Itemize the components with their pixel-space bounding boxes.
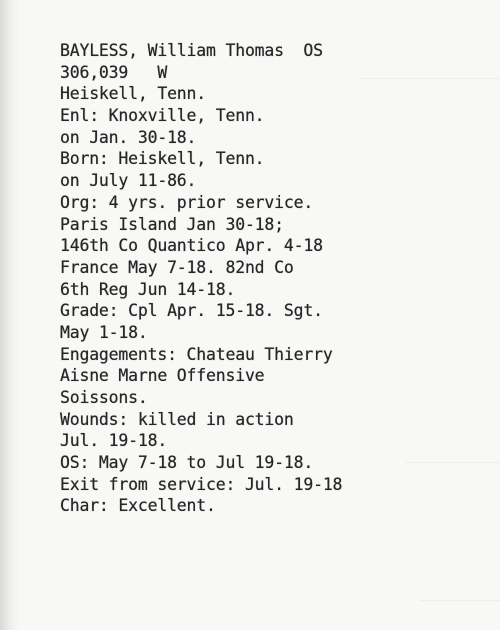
record-line-exit: Exit from service: Jul. 19-18 (60, 474, 343, 494)
record-line-enlistment-place: Enl: Knoxville, Tenn. (60, 106, 265, 126)
record-line-organization: Org: 4 yrs. prior service. (60, 192, 314, 212)
record-line-birth-date: on July 11-86. (60, 171, 197, 191)
record-line-organization-cont: 6th Reg Jun 14-18. (60, 279, 236, 299)
record-line-wounds: Wounds: killed in action (60, 409, 294, 429)
record-line-organization-cont: Paris Island Jan 30-18; (60, 214, 284, 234)
faint-rule (420, 600, 500, 601)
typed-record-text (60, 40, 490, 517)
record-line-residence: Heiskell, Tenn. (60, 84, 207, 104)
record-line-character: Char: Excellent. (60, 496, 216, 516)
record-line-engagements-cont: Soissons. (60, 388, 148, 407)
record-line-wounds-date: Jul. 19-18. (60, 431, 168, 451)
card-edge-shadow (0, 0, 20, 630)
record-line-engagements: Engagements: Chateau Thierry (60, 344, 333, 364)
record-line-organization-cont: 146th Co Quantico Apr. 4-18 (60, 236, 323, 256)
record-line-engagements-cont: Aisne Marne Offensive (60, 366, 265, 386)
record-line-grade-cont: May 1-18. (60, 322, 148, 342)
record-line-enlistment-date: on Jan. 30-18. (60, 127, 197, 147)
record-line-birthplace: Born: Heiskell, Tenn. (60, 149, 265, 169)
record-line-organization-cont: France May 7-18. 82nd Co (60, 257, 294, 277)
record-line-overseas: OS: May 7-18 to Jul 19-18. (60, 453, 314, 473)
record-line-name: BAYLESS, William Thomas OS (60, 41, 323, 60)
record-line-grade: Grade: Cpl Apr. 15-18. Sgt. (60, 301, 323, 321)
record-line-service-number: 306,039 W (60, 62, 168, 82)
